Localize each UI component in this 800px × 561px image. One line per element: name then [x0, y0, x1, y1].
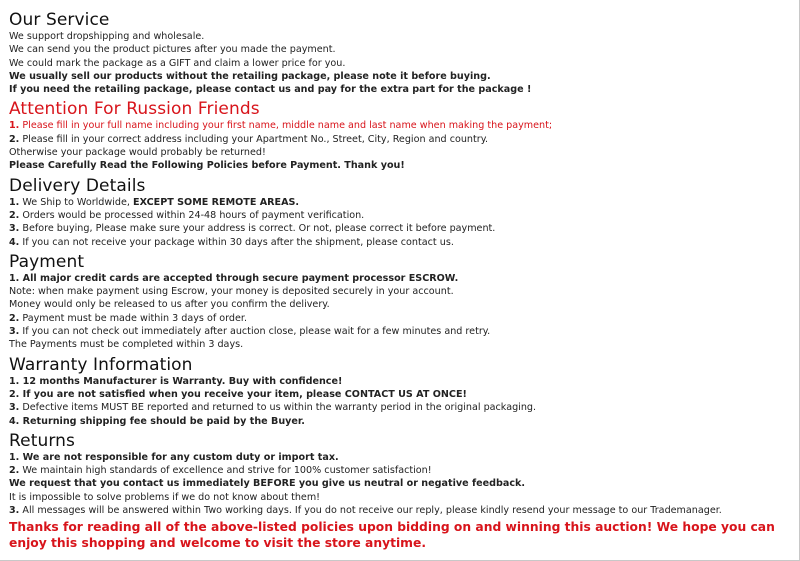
- item-text: If you can not receive your package within 30 days after the shipment, please contact us.: [19, 236, 454, 248]
- section-title-russian-friends: Attention For Russion Friends: [9, 99, 260, 120]
- payment-line: [9, 325, 791, 338]
- delivery-line: [9, 196, 791, 209]
- item-text: Payment must be made within 3 days of order.: [19, 312, 248, 324]
- item-text: We maintain high standards of excellence and strive for 100% customer satisfaction!: [19, 465, 432, 477]
- item-number: 4.: [9, 236, 20, 248]
- section-warranty: [9, 355, 791, 428]
- payment-line: Note: when make payment using Escrow, your money is deposited securely in your account.: [9, 286, 454, 298]
- returns-line: We request that you contact us immediately BEFORE you give us neutral or negative feedback.: [9, 478, 526, 490]
- warranty-line: 2. If you are not satisfied when you receive your item, please CONTACT US AT ONCE!: [9, 388, 467, 400]
- item-number: 3.: [9, 223, 20, 235]
- item-text: Before buying, Please make sure your address is correct. Or not, please correct it before payment.: [19, 223, 496, 235]
- warranty-line: [9, 401, 791, 414]
- returns-line: [9, 504, 791, 517]
- item-text: Orders would be processed within 24-48 hours of payment verification.: [19, 209, 365, 221]
- policy-document: [9, 10, 791, 551]
- russian-line: [9, 119, 791, 132]
- item-emphasis: EXCEPT SOME REMOTE AREAS.: [133, 196, 300, 208]
- payment-line: Money would only be released to us after you confirm the delivery.: [9, 299, 330, 311]
- item-number: 2.: [9, 209, 20, 221]
- section-title-returns: Returns: [9, 430, 75, 451]
- russian-line: [9, 133, 791, 146]
- item-number: 3.: [9, 505, 20, 517]
- item-number: 1.: [9, 196, 20, 208]
- closing-message: Thanks for reading all of the above-listed policies upon bidding on and winning this auction! We hope you can enjoy this shopping and welcome to visit the store anytime.: [9, 520, 775, 550]
- returns-line: It is impossible to solve problems if we do not know about them!: [9, 491, 321, 503]
- item-number: 2.: [9, 133, 20, 145]
- section-title-our-service: Our Service: [9, 10, 110, 30]
- russian-line: Otherwise your package would probably be returned!: [9, 147, 266, 159]
- section-returns: [9, 431, 791, 517]
- section-our-service: [9, 10, 791, 96]
- delivery-line: [9, 236, 791, 249]
- warranty-line: 4. Returning shipping fee should be paid by the Buyer.: [9, 415, 305, 427]
- service-line: We usually sell our products without the retailing package, please note it before buying.: [9, 70, 491, 82]
- payment-line: [9, 312, 791, 325]
- service-line: We could mark the package as a GIFT and claim a lower price for you.: [9, 57, 346, 69]
- item-text: Defective items MUST BE reported and returned to us within the warranty period in the original packaging.: [19, 402, 537, 414]
- returns-line: [9, 464, 791, 477]
- section-payment: [9, 252, 791, 352]
- section-russian-friends: [9, 99, 791, 172]
- item-number: 2.: [9, 312, 20, 324]
- delivery-line: [9, 209, 791, 222]
- russian-line: Please Carefully Read the Following Policies before Payment. Thank you!: [9, 160, 405, 172]
- item-text: Please fill in your correct address including your Apartment No., Street, City, Region and country.: [19, 133, 489, 145]
- item-text: We Ship to Worldwide,: [19, 196, 134, 208]
- warranty-line: 1. 12 months Manufacturer is Warranty. Buy with confidence!: [9, 375, 343, 387]
- section-title-warranty: Warranty Information: [9, 354, 193, 375]
- service-line: We support dropshipping and wholesale.: [9, 31, 205, 42]
- delivery-line: [9, 222, 791, 235]
- payment-line: 1. All major credit cards are accepted through secure payment processor ESCROW.: [9, 272, 459, 284]
- payment-line: The Payments must be completed within 3 days.: [9, 339, 244, 351]
- service-line: If you need the retailing package, please contact us and pay for the extra part for the package !: [9, 84, 532, 96]
- item-number: 1.: [9, 120, 20, 132]
- service-line: We can send you the product pictures after you made the payment.: [9, 44, 336, 56]
- item-number: 3.: [9, 402, 20, 414]
- item-text: If you can not check out immediately after auction close, please wait for a few minutes and retry.: [19, 326, 491, 338]
- item-number: 2.: [9, 465, 20, 477]
- section-delivery: [9, 176, 791, 249]
- item-number: 3.: [9, 326, 20, 338]
- returns-line: 1. We are not responsible for any custom duty or import tax.: [9, 451, 339, 463]
- item-text: All messages will be answered within Two working days. If you do not receive our reply, please kindly resend your message to our Trademanager.: [19, 505, 722, 517]
- section-title-payment: Payment: [9, 251, 85, 272]
- section-title-delivery: Delivery Details: [9, 175, 146, 196]
- item-text: Please fill in your full name including your first name, middle name and last name when making the payment;: [19, 120, 553, 132]
